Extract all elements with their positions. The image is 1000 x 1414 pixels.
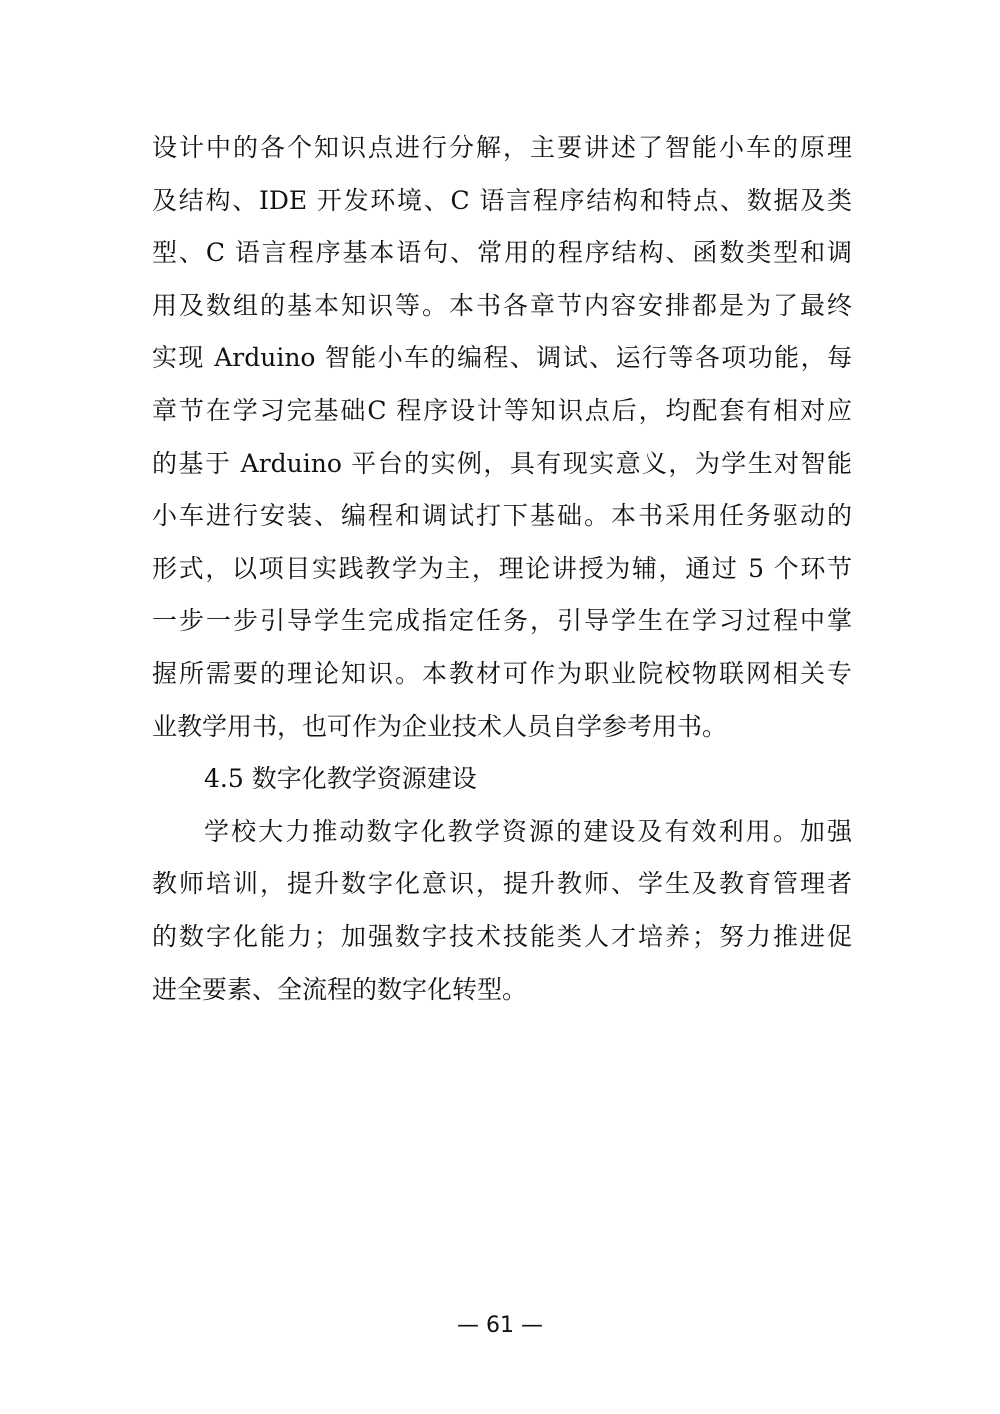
paragraph-line: 及结构、IDE 开发环境、C 语言程序结构和特点、数据及类	[152, 185, 852, 215]
paragraph-line: 小车进行安装、编程和调试打下基础。本书采用任务驱动的	[152, 501, 852, 531]
page-number: — 61 —	[457, 1313, 543, 1338]
paragraph-line: 的数字化能力；加强数字技术技能类人才培养；努力推进促	[152, 921, 852, 951]
section-heading: 4.5 数字化教学资源建设	[204, 764, 477, 794]
paragraph-line: 用及数组的基本知识等。本书各章节内容安排都是为了最终	[152, 290, 852, 320]
paragraph-line: 的基于 Arduino 平台的实例，具有现实意义，为学生对智能	[152, 448, 852, 478]
paragraph-line: 设计中的各个知识点进行分解，主要讲述了智能小车的原理	[152, 133, 852, 162]
page-content	[152, 122, 852, 1016]
paragraph-line: 教师培训，提升数字化意识，提升教师、学生及教育管理者	[152, 869, 852, 899]
paragraph-line: 一步一步引导学生完成指定任务，引导学生在学习过程中掌	[152, 606, 852, 636]
paragraph-line: 学校大力推动数字化教学资源的建设及有效利用。加强	[204, 816, 852, 846]
paragraph-line: 章节在学习完基础C 程序设计等知识点后，均配套有相对应	[152, 395, 852, 425]
paragraph-line: 形式，以项目实践教学为主，理论讲授为辅，通过 5 个环节	[152, 553, 852, 583]
paragraph-line: 握所需要的理论知识。本教材可作为职业院校物联网相关专	[152, 658, 852, 688]
paragraph-line: 型、C 语言程序基本语句、常用的程序结构、函数类型和调	[152, 238, 852, 268]
paragraph-line: 进全要素、全流程的数字化转型。	[152, 974, 528, 1004]
paragraph-line: 业教学用书，也可作为企业技术人员自学参考用书。	[152, 711, 728, 741]
paragraph-line: 实现 Arduino 智能小车的编程、调试、运行等各项功能，每	[152, 343, 852, 373]
